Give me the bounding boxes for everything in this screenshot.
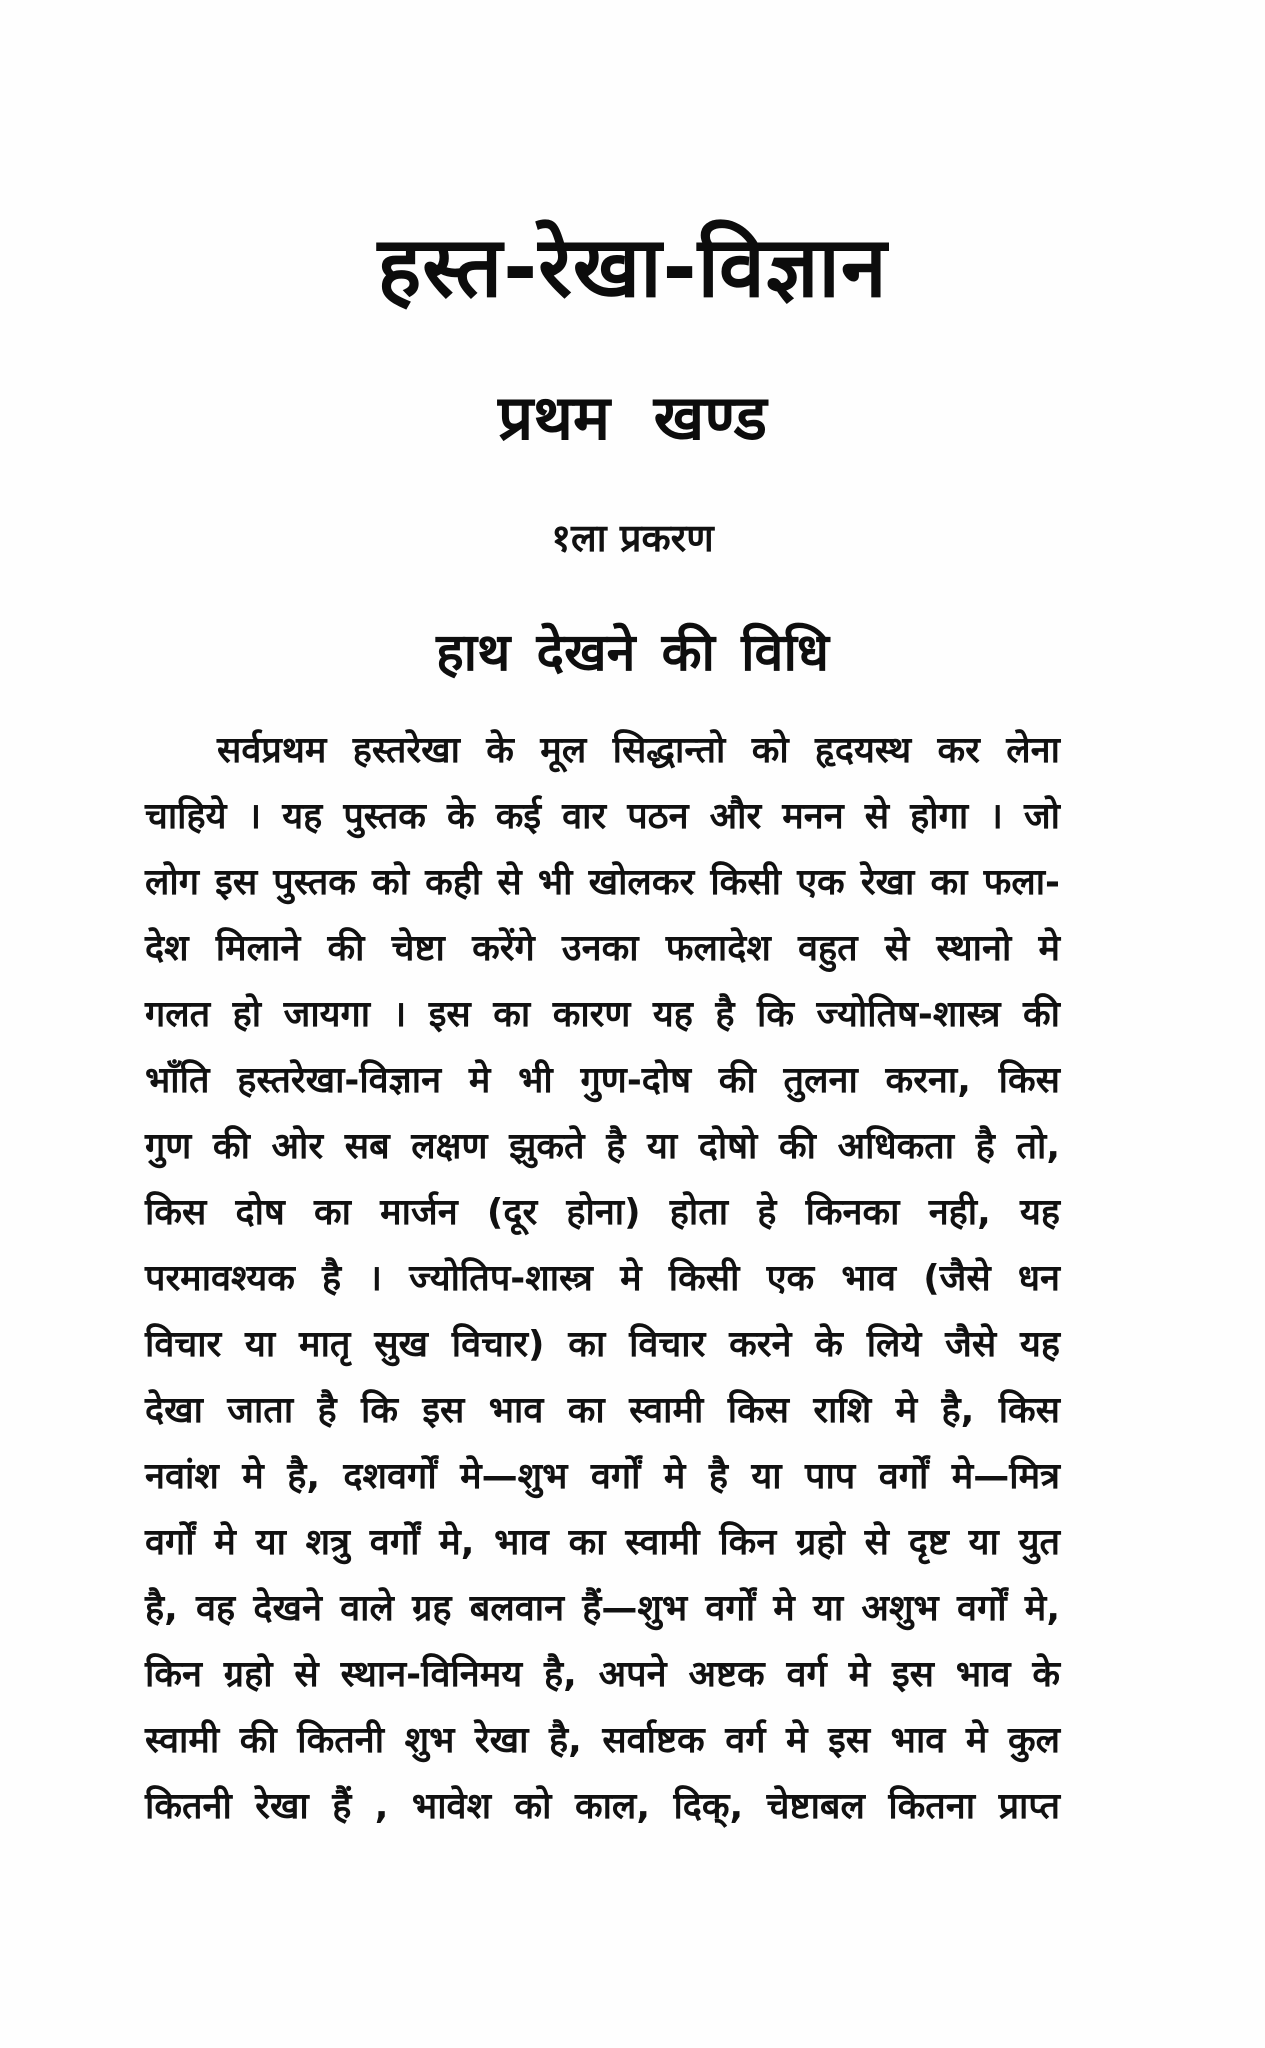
- body-line: [145, 718, 1060, 784]
- body-line: [145, 1510, 1060, 1576]
- part-title: प्रथम खण्ड: [498, 381, 767, 454]
- book-title: हस्त-रेखा-विज्ञान: [377, 218, 888, 316]
- body-line: [145, 982, 1060, 1048]
- body-line-text: परमावश्यक है । ज्योतिप-शास्त्र मे किसी एक भाव (जैसे धन: [145, 1258, 1060, 1299]
- body-line-text: सर्वप्रथम हस्तरेखा के मूल सिद्धान्तो को हृदयस्थ कर लेना: [217, 730, 1060, 771]
- body-line-text: वर्गों मे या शत्रु वर्गों मे, भाव का स्वामी किन ग्रहो से दृष्ट या युत: [145, 1522, 1060, 1563]
- body-line-text: किन ग्रहो से स्थान-विनिमय है, अपने अष्टक वर्ग मे इस भाव के: [145, 1654, 1060, 1695]
- body-line: [145, 1246, 1060, 1312]
- body-line-text: भाँति हस्तरेखा-विज्ञान मे भी गुण-दोष की तुलना करना, किस: [145, 1060, 1060, 1101]
- body-line-text: है, वह देखने वाले ग्रह बलवान हैं—शुभ वर्गों मे या अशुभ वर्गों मे,: [145, 1588, 1060, 1629]
- body-line: [145, 1576, 1060, 1642]
- body-line: [145, 1114, 1060, 1180]
- body-line: [145, 784, 1060, 850]
- section-heading: हाथ देखने की विधि: [436, 623, 829, 683]
- chapter-label: १ला प्रकरण: [551, 516, 714, 560]
- body-line: [145, 1444, 1060, 1510]
- body-line: [145, 1048, 1060, 1114]
- body-line-text: किस दोष का मार्जन (दूर होना) होता हे किनका नही, यह: [145, 1192, 1060, 1233]
- body-line: [145, 1312, 1060, 1378]
- body-line: [145, 1642, 1060, 1708]
- body-line-text: स्वामी की कितनी शुभ रेखा है, सर्वाष्टक वर्ग मे इस भाव मे कुल: [145, 1720, 1060, 1761]
- body-line: [145, 1774, 1060, 1840]
- body-line: [145, 1708, 1060, 1774]
- body-line-text: गलत हो जायगा । इस का कारण यह है कि ज्योतिष-शास्त्र की: [145, 994, 1060, 1035]
- body-paragraph: [145, 718, 1060, 1840]
- body-line-text: चाहिये । यह पुस्तक के कई वार पठन और मनन से होगा । जो: [145, 796, 1060, 837]
- body-line-text: लोग इस पुस्तक को कही से भी खोलकर किसी एक रेखा का फला-: [145, 862, 1060, 903]
- body-line-text: देखा जाता है कि इस भाव का स्वामी किस राशि मे है, किस: [145, 1390, 1060, 1431]
- body-line-text: विचार या मातृ सुख विचार) का विचार करने के लिये जैसे यह: [145, 1324, 1060, 1365]
- body-line-text: गुण की ओर सब लक्षण झुकते है या दोषो की अधिकता है तो,: [145, 1126, 1060, 1167]
- body-line-text: नवांश मे है, दशवर्गों मे—शुभ वर्गों मे है या पाप वर्गों मे—मित्र: [145, 1456, 1060, 1497]
- body-line-text: कितनी रेखा हैं , भावेश को काल, दिक्, चेष्टाबल कितना प्राप्त: [145, 1786, 1060, 1827]
- body-line: [145, 1180, 1060, 1246]
- body-line: [145, 1378, 1060, 1444]
- body-line: [145, 916, 1060, 982]
- body-line: [145, 850, 1060, 916]
- body-line-text: देश मिलाने की चेष्टा करेंगे उनका फलादेश वहुत से स्थानो मे: [145, 928, 1060, 969]
